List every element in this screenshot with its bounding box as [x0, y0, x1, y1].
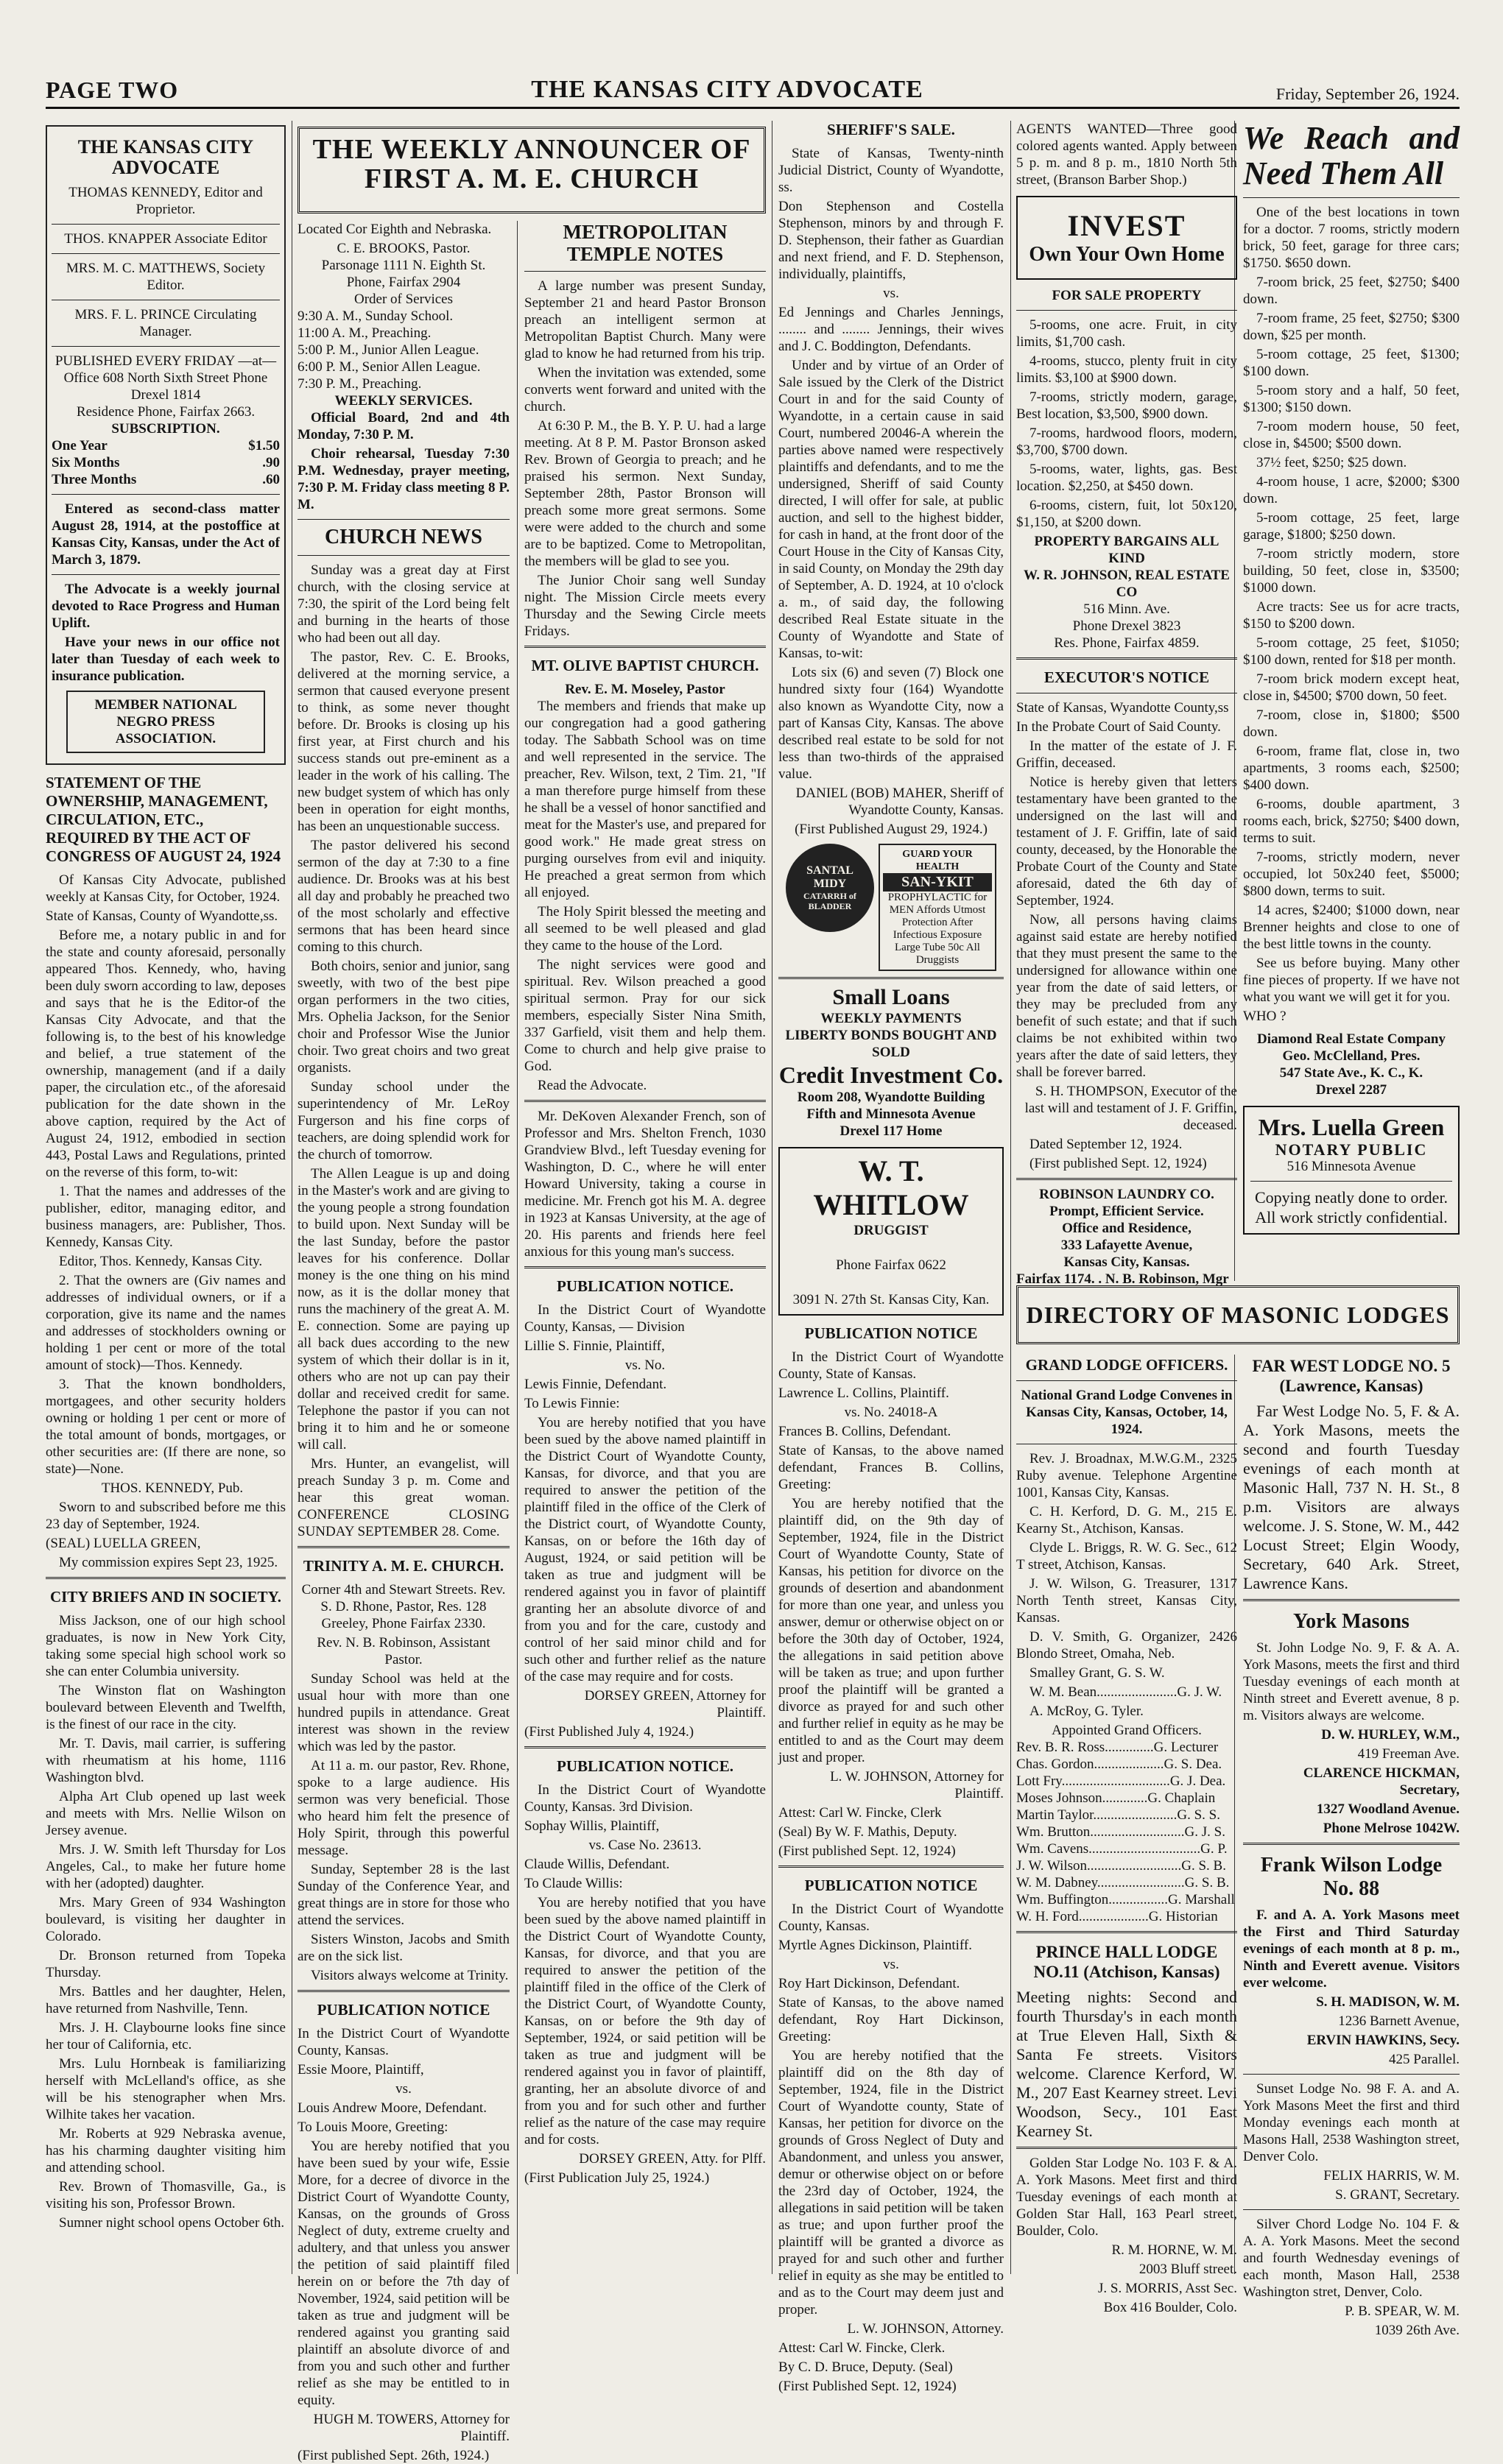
- briefs-heading: CITY BRIEFS AND IN SOCIETY.: [49, 1588, 282, 1606]
- appointed-officer: J. W. Wilson...........................G. S. B.: [1016, 1858, 1226, 1874]
- pub-c4-line: Lawrence L. Collins, Plaintiff.: [778, 1385, 949, 1401]
- appointed-heading: Appointed Grand Officers.: [1052, 1723, 1202, 1738]
- brief-item: Dr. Bronson returned from Topeka Thursday.: [46, 1948, 286, 1980]
- pub-line: You are hereby notified that you have been sued by your wife, Essie More, for a decree of divorce in the District Court of Wyandotte County, Kansas, on the grounds of Gross Neglect of duty, extreme cruelty and adultery, and that unless you answer the petition of said plaintiff filed herein on or before the 7th day of November, 1924, said petition will be taken as true and judgment will be rendered against you granting said plaintiff an absolute divorce of and from you and such other and further relief as she may be entitled to in equity.: [298, 2139, 510, 2408]
- staff-circulation: MRS. F. L. PRINCE Circulating Manager.: [74, 307, 257, 339]
- weekly-item: Official Board, 2nd and 4th Monday, 7:30 P. M.: [298, 410, 510, 442]
- reach-item: 5-room story and a half, 50 feet, $1300; $150 down.: [1243, 383, 1460, 415]
- brief-item: Alpha Art Club opened up last week and meets with Mrs. Nellie Wilson on Jersey avenue.: [46, 1789, 286, 1838]
- church-banner: [298, 127, 766, 213]
- trinity-para: Sunday, September 28 is the last Sunday of the Conference Year, and great things are in store for those who attend the services.: [298, 1862, 510, 1928]
- sunset-body: Sunset Lodge No. 98 F. A. and A. York Masons Meet the first and third Monday evenings each month at Masons Hall, 2538 Washington street, Denver Colo.: [1243, 2081, 1460, 2164]
- notary-label: NOTARY PUBLIC: [1275, 1140, 1428, 1159]
- olive-para: The members and friends that make up our congregation had a good gathering today. The Sabbath School was on time and well represented in the service. The preacher, Rev. Wilson, text, 2 Tim. 21, "If a man therefore purge himself from these he shall be a vessel of honor sanctified and meat for the Master's use, and prepared for good work." He made great stress on purging ourselves from evil and iniquity. He preached a great sermon from which all enjoyed.: [524, 699, 766, 900]
- paper-title: THE KANSAS CITY ADVOCATE: [77, 136, 254, 178]
- fw-officer: 1236 Barnett Avenue,: [1338, 2013, 1460, 2029]
- druggist-phone: Phone Fairfax 0622: [836, 1257, 946, 1273]
- notary-ad: [1243, 1106, 1460, 1235]
- pub-c4-line: In the District Court of Wyandotte County, Kansas.: [778, 1902, 1004, 1934]
- sheriff-para: Lots six (6) and seven (7) Block one hundred sixty four (164) Wyandotte also known as Wyandotte City, now a part of Kansas City, Kansas. The above described real estate to be sold for not less than two-thirds of the appraised value.: [778, 665, 1004, 782]
- olive-para: Read the Advocate.: [538, 1078, 647, 1093]
- trinity-heading: TRINITY A. M. E. CHURCH.: [303, 1557, 504, 1575]
- pub1-line: You are hereby notified that you have been sued by the above named plaintiff in the District Court of Wyandotte County, Kansas, for divorce, and that you are required to answer the petition of the plaintiff filed in the office of the Clerk of the District court, of Wyandotte County, Kansas, on or before the 16th day of August, 1924, or said petition will be taken as true and judgment will be rendered against you in favor of plaintiff granting her an absolute divorce of and from you and for the care, custody and control of her said minor child and for such other and further relief as the nature of the case may require and for costs.: [524, 1415, 766, 1684]
- trinity-para: Sunday School was held at the usual hour with more than one hundred pupils in attendance. Great interest was shown in the review which was led by the pastor.: [298, 1671, 510, 1754]
- church-location: Located Cor Eighth and Nebraska.: [298, 222, 492, 237]
- brief-item: Miss Jackson, one of our high school graduates, is now in New York City, taking some special high school work so she can enter Columbia university.: [46, 1613, 286, 1679]
- stmt-para: My commission expires Sept 23, 1925.: [59, 1555, 278, 1570]
- olive-para: The Holy Spirit blessed the meeting and all seemed to be well pleased and glad they came to the house of the Lord.: [524, 904, 766, 953]
- reach-item: WHO ?: [1243, 1009, 1286, 1024]
- reach-item: 7-room brick modern except heat, close in, $4500; $700 down, 50 feet.: [1243, 671, 1460, 704]
- staff-society: MRS. M. C. MATTHEWS, Society Editor.: [66, 261, 266, 293]
- masonic-col-left: [1016, 1355, 1237, 2315]
- pub-c4-line: Frances B. Collins, Defendant.: [778, 1424, 951, 1439]
- pub1-line: In the District Court of Wyandotte County, Kansas, — Division: [524, 1302, 766, 1335]
- invest-heading: INVEST: [1067, 209, 1186, 242]
- grand-officer: C. H. Kerford, D. G. M., 215 E. Kearny St., Atchison, Kansas.: [1016, 1504, 1237, 1536]
- pub-c4-line: vs. No. 24018-A: [844, 1405, 938, 1420]
- johnson-line: 516 Minn. Ave.: [1083, 601, 1170, 617]
- office-line: Office 608 North Sixth Street Phone Drexel 1814: [63, 370, 268, 403]
- reach-item: 5-room cottage, 25 feet, large garage, $1800; $250 down.: [1243, 510, 1460, 543]
- news-para: The pastor delivered his second sermon of the day at 7:30 to a fine audience. Dr. Brooks was at his best all day and probably he preached two of the most scholarly and effective sermons that has been heard since coming to this church.: [298, 838, 510, 955]
- york-officer: 419 Freeman Ave.: [1357, 1746, 1460, 1762]
- brief-item: Rev. Brown of Thomasville, Ga., is visiting his son, Professor Brown.: [46, 2179, 286, 2211]
- exec-para: Notice is hereby given that letters testamentary have been granted to the undersigned on the last will and testament of J. F. Griffin, late of said county, deceased, by the Honorable the Probate Court of the County and State aforesaid, dated the 6th day of September, 1924.: [1016, 774, 1237, 908]
- laundry-line: Kansas City, Kansas.: [1063, 1254, 1190, 1270]
- pub-line: HUGH M. TOWERS, Attorney for Plaintiff.: [313, 2412, 510, 2444]
- pub-c4-line: You are hereby notified that the plaintiff did, on the 9th day of September, 1924, file in the District Court of Wyandotte County, State of Kansas, his petition for divorce on the grounds of desertion and abandonment for more than one year, and unless you answer, demur or otherwise object on or before the 30th day of October, 1924, the allegations in said petition above will be taken as true; and upon further proof the plaintiff will be granted a divorce as prayed for and such other and further relief in equity as he may be entitled to and as the Court may deem just and proper.: [778, 1496, 1004, 1765]
- news-para: Both choirs, senior and junior, sang sweetly, with two of the best pipe organ performers in the two cities, Mrs. Ophelia Jackson, for the Senior choir and Professor Wise the Junior choir. Two great choirs and two great organists.: [298, 959, 510, 1076]
- order-item: 9:30 A. M., Sunday School.: [298, 308, 454, 324]
- pub1-line: Lillie S. Finnie, Plaintiff,: [524, 1338, 665, 1354]
- column-4: [778, 121, 1004, 2394]
- grand-officer: Smalley Grant, G. S. W.: [1029, 1665, 1165, 1681]
- fsp-item: 6-rooms, cistern, fuit, lot 50x120, $1,150, at $200 down.: [1016, 498, 1237, 530]
- druggist-ad: [778, 1147, 1004, 1316]
- pastor-line: C. E. BROOKS, Pastor.: [337, 241, 471, 256]
- santal-seal: SANTAL MIDY CATARRH of BLADDER: [786, 844, 874, 932]
- pub-c4-line: State of Kansas, to the above named defendant, Roy Hart Dickinson, Greeting:: [778, 1995, 1004, 2044]
- staff-editor: THOMAS KENNEDY, Editor and Proprietor.: [68, 185, 263, 217]
- appointed-officer: Wm. Cavens................................G. P.: [1016, 1841, 1228, 1857]
- stmt-para: Sworn to and subscribed before me this 23 day of September, 1924.: [46, 1500, 286, 1532]
- stmt-para: 3. That the known bondholders, mortgagees, and other security holders owning or holding 1 per cent or more of the total amount of bonds, mortgages, or other securities are: (If there are none, so state)—None.: [46, 1377, 286, 1477]
- sub-row: One Year $1.50: [52, 438, 280, 453]
- order-heading: Order of Services: [353, 292, 453, 307]
- pub-c4-line: (Seal) By W. F. Mathis, Deputy.: [778, 1824, 957, 1840]
- metro-para: A large number was present Sunday, September 21 and heard Pastor Bronson preach an intelligent sermon at Metropolitan Baptist Church. Many were glad to know he had returned from his trip.: [524, 278, 766, 361]
- exec-para: Now, all persons having claims against said estate are hereby notified that they must present the same to the undersigned for allowance within one year from the date of said letters, or they may be precluded from any benefit of such estate; and that if such claims be not exhibited within two years after the date of said letters, they shall be forever barred.: [1016, 912, 1237, 1080]
- druggist-addr: 3091 N. 27th St. Kansas City, Kan.: [792, 1292, 990, 1307]
- pub1-line: To Lewis Finnie:: [524, 1396, 620, 1411]
- reach-item: 14 acres, $2400; $1000 down, near Brenner heights and close to one of the best little towns in the county.: [1243, 903, 1460, 952]
- sheriff-para: State of Kansas, Twenty-ninth Judicial District, County of Wyandotte, ss.: [778, 146, 1004, 195]
- pub-c4-line: State of Kansas, to the above named defendant, Frances B. Collins, Greeting:: [778, 1443, 1004, 1492]
- reach-item: 37½ feet, $250; $25 down.: [1256, 455, 1407, 470]
- pub2-heading: PUBLICATION NOTICE.: [557, 1757, 733, 1775]
- masthead: [46, 77, 1460, 109]
- pub2-line: To Claude Willis:: [524, 1876, 623, 1891]
- weekly-heading: WEEKLY SERVICES.: [334, 393, 473, 409]
- sanykit-ad: GUARD YOUR HEALTH SAN-YKIT PROPHYLACTIC for MEN Affords Utmost Protection After Infectious Exposure Large Tube 50c All Druggists: [879, 844, 996, 971]
- exec-para: In the matter of the estate of J. F. Griffin, deceased.: [1016, 738, 1237, 771]
- york-officer: 1327 Woodland Avenue.: [1316, 1801, 1460, 1817]
- prince-body: Meeting nights: Second and fourth Thursday's in each month at True Eleven Hall, Sixth & Santa Fe streets. Visitors welcome. Clarence Kerford, W. M., 207 East Kearney street. Levi Woodson, Secy., 101 East Kearney St.: [1016, 1988, 1237, 2140]
- reach-item: 5-room cottage, 25 feet, $1050; $100 down, rented for $18 per month.: [1243, 635, 1460, 668]
- column-1: [46, 121, 286, 2274]
- brief-item: Mr. Roberts at 929 Nebraska avenue, has his charming daughter visiting him and attending school.: [46, 2126, 286, 2175]
- loans-heading: Small Loans: [832, 985, 950, 1009]
- appointed-officer: Wm. Buffington.................G. Marshall: [1016, 1892, 1235, 1907]
- subscription-heading: SUBSCRIPTION.: [111, 421, 220, 437]
- news-para: Sunday school under the superintendency of Mr. LeRoy Furgerson and his fine corps of teachers, are doing splendid work for the church of tomorrow.: [298, 1079, 510, 1162]
- appointed-officer: Moses Johnson.............G. Chaplain: [1016, 1790, 1216, 1806]
- fsp-item: 5-rooms, one acre. Fruit, in city limits, $1,700 cash.: [1016, 317, 1237, 350]
- reach-item: 6-room, frame flat, close in, two apartments, 3 rooms each, $2500; $400 down.: [1243, 744, 1460, 793]
- pub-c4-line: Attest: Carl W. Fincke, Clerk: [778, 1805, 942, 1821]
- paper-name: THE KANSAS CITY ADVOCATE: [531, 76, 923, 103]
- york-heading: York Masons: [1293, 1610, 1409, 1633]
- exec-para: S. H. THOMPSON, Executor of the last will and testament of J. F. Griffin, deceased.: [1024, 1084, 1237, 1133]
- fw-heading: Frank Wilson Lodge No. 88: [1260, 1854, 1443, 1900]
- trinity-info: Corner 4th and Stewart Streets. Rev. S. D. Rhone, Pastor, Res. 128 Greeley, Phone Fairfax 2330.: [301, 1582, 506, 1631]
- laundry-line: Prompt, Efficient Service.: [1049, 1204, 1204, 1219]
- pub-c4-line: (First Published Sept. 12, 1924): [778, 2379, 957, 2394]
- fw-officer: 425 Parallel.: [1388, 2052, 1460, 2067]
- residence-line: Residence Phone, Fairfax 2663.: [76, 404, 256, 420]
- appointed-officer: Lott Fry...............................G. J. Dea.: [1016, 1773, 1226, 1789]
- sunset-officer: FELIX HARRIS, W. M.: [1323, 2168, 1460, 2184]
- grand-officer: Clyde L. Briggs, R. W. G. Sec., 612 T street, Atchison, Kansas.: [1016, 1540, 1237, 1572]
- news-para: The pastor, Rev. C. E. Brooks, delivered at the morning service, a sermon that caused everyone present to think, as some never thought before. Dr. Brooks is closing up his first year, at First church and his success stands out pre-eminent as a leader in the work of his calling. The new budget system of which has only been in operation for eight months, has been an unquestionable success.: [298, 649, 510, 834]
- stmt-para: Of Kansas City Advocate, published weekly at Kansas City, for October, 1924.: [46, 872, 286, 905]
- order-item: 6:00 P. M., Senior Allen League.: [298, 359, 481, 375]
- exec-para: (First published Sept. 12, 1924): [1029, 1156, 1207, 1171]
- druggist-label: DRUGGIST: [853, 1223, 929, 1238]
- stmt-para: Editor, Thos. Kennedy, Kansas City.: [59, 1254, 263, 1269]
- laundry-line: 333 Lafayette Avenue,: [1060, 1238, 1193, 1253]
- member-box: MEMBER NATIONAL NEGRO PRESS ASSOCIATION.: [66, 691, 265, 753]
- credit-heading: Credit Investment Co.: [778, 1062, 1004, 1088]
- credit-line: Room 208, Wyandotte Building: [797, 1090, 985, 1105]
- pub-c4-line: Roy Hart Dickinson, Defendant.: [778, 1976, 960, 1991]
- sheriff-para: (First Published August 29, 1924.): [795, 822, 988, 837]
- reach-item: 7-room strictly modern, store building, 50 feet, close in, $3500; $1000 down.: [1243, 546, 1460, 596]
- golden-officer: J. S. MORRIS, Asst Sec.: [1098, 2281, 1237, 2296]
- sheriff-para: DANIEL (BOB) MAHER, Sheriff of Wyandotte County, Kansas.: [795, 786, 1004, 818]
- reach-item: 7-rooms, strictly modern, never occupied, lot 50x240 feet, $5000; $800 down, terms to suit.: [1243, 850, 1460, 899]
- statement-heading: STATEMENT OF THE OWNERSHIP, MANAGEMENT, CIRCULATION, ETC., REQUIRED BY THE ACT OF CONGRESS OF AUGUST 24, 1924: [46, 774, 281, 865]
- johnson-line: Res. Phone, Fairfax 4859.: [1054, 635, 1200, 651]
- brief-item: The Winston flat on Washington boulevard between Eleventh and Twelfth, is the finest of our race in the city.: [46, 1683, 286, 1732]
- invest-ad: [1016, 196, 1237, 280]
- sheriff-para: Ed Jennings and Charles Jennings, ........ and ........ Jennings, their wives and J. C. Boddington, Defendants.: [778, 305, 1004, 354]
- staff-associate: THOS. KNAPPER Associate Editor: [64, 231, 267, 247]
- reach-item: 5-room cottage, 25 feet, $1300; $100 down.: [1243, 347, 1460, 379]
- appointed-officer: W. H. Ford....................G. Historian: [1016, 1909, 1218, 1924]
- grand-note: National Grand Lodge Convenes in Kansas City, Kansas, October, 14, 1924.: [1021, 1388, 1233, 1437]
- brief-item: Sumner night school opens October 6th.: [59, 2215, 285, 2231]
- stmt-para: State of Kansas, County of Wyandotte,ss.: [46, 908, 278, 924]
- appointed-officer: W. M. Dabney.........................G. S. B.: [1016, 1875, 1230, 1891]
- fsp-heading: FOR SALE PROPERTY: [1052, 288, 1202, 303]
- french-para: Mr. DeKoven Alexander French, son of Professor and Mrs. Shelton French, 1030 Grandview Blvd., left Tuesday evening for Washington, D. C., where he will enter Howard University, taking a course in medicine. Mr. French got his M. A. degree in 1923 at Kansas University, at the age of 20. His parents and friends here feel anxious for this young man's success.: [524, 1109, 766, 1260]
- farwest-body: Far West Lodge No. 5, F. & A. A. York Masons, meets the second and fourth Tuesday evenings of each month at Masonic Hall, 737 N. H. St., 8 p.m. Visitors are always welcome. J. S. Stone, W. M., 442 Locust Street; Elgin Woody, Secretary, 640 Ark. Street, Lawrence Kans.: [1243, 1402, 1460, 1592]
- pub1-line: vs. No.: [624, 1358, 666, 1373]
- masonic-col-right: [1237, 1355, 1460, 2338]
- pub1-line: Lewis Finnie, Defendant.: [524, 1377, 667, 1392]
- sheriff-heading: SHERIFF'S SALE.: [827, 121, 955, 138]
- stmt-para: Before me, a notary public in and for the state and county aforesaid, personally appeared Thos. Kennedy, who, having been duly sworn according to law, deposes and says that he is the Editor-of the Kansas City Advocate, and that the following is, to the best of his knowledge and belief, a true statement of the ownership, management (and if a daily paper, the circulation etc., of the aforesaid publication for the date shown in the above caption, required by the Act of August 24, 1912, embodied in section 443, Postal Laws and Regulations, printed on the reverse of this form, to-wit:: [46, 928, 286, 1180]
- reach-heading: We Reach and Need Them All: [1243, 120, 1460, 191]
- news-para: Sunday was a great day at First church, with the closing service at 7:30, the spirit of the Lord being felt and burning in the hearts of those who had been out all day.: [298, 562, 510, 646]
- notary-addr: 516 Minnesota Avenue: [1286, 1159, 1416, 1174]
- pub1-line: (First Published July 4, 1924.): [524, 1724, 694, 1740]
- appointed-officer: Wm. Brutton...........................G. J. S.: [1016, 1824, 1225, 1840]
- brief-item: Mr. T. Davis, mail carrier, is suffering with rheumatism at his home, 1116 Washington blvd.: [46, 1736, 286, 1785]
- pub-line: To Louis Moore, Greeting:: [298, 2119, 448, 2135]
- pub2-line: DORSEY GREEN, Atty. for Plff.: [579, 2151, 766, 2167]
- trinity-info: Rev. N. B. Robinson, Assistant Pastor.: [317, 1635, 490, 1667]
- pub-c4-line: By C. D. Bruce, Deputy. (Seal): [778, 2359, 953, 2375]
- reach-item: 7-room, close in, $1800; $500 down.: [1243, 707, 1460, 740]
- notary-name: Mrs. Luella Green: [1258, 1114, 1445, 1140]
- grand-officer: J. W. Wilson, G. Treasurer, 1317 North Tenth street, Kansas City, Kansas.: [1016, 1576, 1237, 1625]
- silver-body: Silver Chord Lodge No. 104 F. & A. A. York Masons. Meet the second and fourth Wednesday evenings of each month, Mason Hall, 2538 Washington stret, Denver, Colo.: [1243, 2217, 1460, 2300]
- grand-officer: D. V. Smith, G. Organizer, 2426 Blondo Street, Omaha, Neb.: [1016, 1629, 1237, 1662]
- notary-body: Copying neatly done to order. All work strictly confidential.: [1254, 1188, 1449, 1226]
- diamond-line: Drexel 2287: [1315, 1082, 1387, 1098]
- reach-item: See us before buying. Many other fine pieces of property. If we have not what you want we will get it for you.: [1243, 956, 1460, 1005]
- fw-officer: S. H. MADISON, W. M.: [1316, 1994, 1460, 2010]
- appointed-officer: Rev. B. R. Ross..............G. Lecturer: [1016, 1740, 1219, 1755]
- column-6: [1237, 121, 1460, 1278]
- york-officer: CLARENCE HICKMAN, Secretary,: [1303, 1765, 1460, 1798]
- laundry-line: Office and Residence,: [1062, 1221, 1192, 1236]
- laundry-heading: ROBINSON LAUNDRY CO.: [1039, 1187, 1214, 1202]
- pub-c4-line: (First published Sept. 12, 1924): [778, 1843, 956, 1859]
- trinity-para: At 11 a. m. our pastor, Rev. Rhone, spoke to a large audience. His sermon was very beneficial. Those who heard him felt the presence of Holy Spirit, through this powerful message.: [298, 1758, 510, 1858]
- weekly-item: Choir rehearsal, Tuesday 7:30 P.M. Wednesday, prayer meeting, 7:30 P. M. Friday class meeting 8 P. M.: [298, 446, 510, 512]
- masonic-heading: DIRECTORY OF MASONIC LODGES: [1016, 1285, 1460, 1344]
- published-line: PUBLISHED EVERY FRIDAY —at—: [54, 353, 277, 369]
- metro-para: The Junior Choir sang well Sunday night. The Mission Circle meets every Thursday and the Sewing Circle meets Fridays.: [524, 573, 766, 639]
- golden-body: Golden Star Lodge No. 103 F. & A. A. York Masons. Meet first and third Tuesday evenings of each month at Golden Star Hall, 163 Pearl street, Boulder, Colo.: [1016, 2156, 1237, 2239]
- silver-officer: P. B. SPEAR, W. M.: [1345, 2304, 1460, 2319]
- sheriff-para: Don Stephenson and Costella Stephenson, minors by and through F. D. Stephenson, their father as Guardian and next friend, and F. D. Stephenson, individually, plaintiffs,: [778, 199, 1004, 282]
- stmt-para: THOS. KENNEDY, Pub.: [101, 1480, 244, 1496]
- reach-item: Acre tracts: See us for acre tracts, $150 to $200 down.: [1243, 599, 1460, 632]
- brief-item: Mrs. Battles and her daughter, Helen, have returned from Nashville, Tenn.: [46, 1984, 286, 2016]
- exec-para: In the Probate Court of Said County.: [1016, 719, 1221, 735]
- pub-line: Essie Moore, Plaintiff,: [298, 2062, 424, 2078]
- fw-body: F. and A. A. York Masons meet the First and Third Saturday evenings of each month at 8 p. m., Ninth and Everett avenue. Visitors ever welcome.: [1243, 1907, 1460, 1991]
- golden-officer: R. M. HORNE, W. M.: [1111, 2242, 1237, 2258]
- sub-row: Three Months .60: [52, 472, 280, 487]
- exec-para: State of Kansas, Wyandotte County,ss: [1016, 700, 1229, 716]
- olive-pastor: Rev. E. M. Moseley, Pastor: [565, 682, 725, 697]
- johnson-line: W. R. JOHNSON, REAL ESTATE CO: [1024, 568, 1230, 600]
- sheriff-para: Under and by virtue of an Order of Sale issued by the Clerk of the District Court in and for the said County of Wyandotte, in a certain cause in said Court, numbered 20046-A wherein the parties above named were respectively plaintiffs and defendants, and to me the undersigned, Sheriff of said County directed, I will offer for sale, at public auction, and sell to the highest bidder, for cash in hand, at the front door of the Court House in the City of Kansas City, in said County, on Monday the 29th day of September, A. D. 1924, at 10 o'clock a. m., of said day, the following described Real Estate situate in the County of Wyandotte and State of Kansas, to-wit:: [778, 358, 1004, 661]
- pub2-line: Claude Willis, Defendant.: [524, 1857, 670, 1872]
- reach-item: 7-room frame, 25 feet, $2750; $300 down, $25 per month.: [1243, 311, 1460, 343]
- stmt-para: 2. That the owners are (Giv names and addresses of individual owners, or if a corporation, give its name and the names and addresses of stockholders owning or holding 1 per cent or more of the total amount of stock)—Thos. Kennedy.: [46, 1273, 286, 1373]
- pub2-line: You are hereby notified that you have been sued by the above named plaintiff in the District Court of Wyandotte County, Kansas, for divorce, and that you are required to answer the petition of the plaintiff filed in the office of the Clerk of the District Court, of Wyandotte County, Kansas, on or before the 9th day of September, 1924, or said petition will be taken as true and judgment will be rendered against you in favor of plaintiff, granting, her an absolute divorce of and from you and for such other and further relief as the nature of the case may require and for costs.: [524, 1895, 766, 2147]
- diamond-line: 547 State Ave., K. C., K.: [1279, 1065, 1423, 1081]
- metro-para: When the invitation was extended, some converts went forward and united with the church.: [524, 365, 766, 414]
- issue-date: Friday, September 26, 1924.: [1275, 85, 1460, 103]
- reach-item: 6-rooms, double apartment, 3 rooms each, brick, $2750; $400 down, terms to suit.: [1243, 797, 1460, 846]
- order-item: 7:30 P. M., Preaching.: [298, 376, 422, 392]
- pub-c4-2-heading: PUBLICATION NOTICE: [804, 1877, 978, 1894]
- pub-notice-heading: PUBLICATION NOTICE: [317, 2001, 490, 2019]
- prince-heading: PRINCE HALL LODGE NO.11 (Atchison, Kansas): [1033, 1943, 1220, 1981]
- olive-heading: MT. OLIVE BAPTIST CHURCH.: [531, 657, 759, 674]
- sheriff-para: vs.: [883, 286, 899, 301]
- brief-item: Mrs. Mary Green of 934 Washington boulevard, is visiting her daughter in Colorado.: [46, 1895, 286, 1944]
- bargains-heading: PROPERTY BARGAINS ALL KIND: [1034, 534, 1219, 566]
- reach-item: 7-room brick, 25 feet, $2750; $400 down.: [1243, 275, 1460, 307]
- banner-title: THE WEEKLY ANNOUNCER OF FIRST A. M. E. CHURCH: [312, 134, 751, 194]
- credit-line: Drexel 117 Home: [840, 1123, 943, 1139]
- pub-c4-line: In the District Court of Wyandotte County, State of Kansas.: [778, 1349, 1004, 1382]
- pub2-line: In the District Court of Wyandotte County, Kansas. 3rd Division.: [524, 1782, 766, 1815]
- grand-officer: Rev. J. Broadnax, M.W.G.M., 2325 Ruby avenue. Telephone Argentine 1001, Kansas City, Kansas.: [1016, 1451, 1237, 1500]
- druggist-name: W. T. WHITLOW: [813, 1154, 969, 1221]
- fsp-item: 7-rooms, strictly modern, garage, Best location, $3,500, $900 down.: [1016, 389, 1237, 422]
- grand-heading: GRAND LODGE OFFICERS.: [1025, 1356, 1228, 1374]
- loans-line: WEEKLY PAYMENTS: [820, 1011, 962, 1026]
- olive-para: The night services were good and spiritual. Rev. Wilson preached a good spiritual sermon. Pray for our sick members, especially Sister Nina Smith, 337 Garfield, visit them and help them. Come to church and help give praise to God.: [524, 957, 766, 1074]
- column-rule: [1010, 121, 1011, 2274]
- loans-line: LIBERTY BONDS BOUGHT AND SOLD: [785, 1028, 997, 1060]
- page-number: PAGE TWO: [46, 77, 179, 103]
- brief-item: Mrs. J. W. Smith left Thursday for Los Angeles, Cal., to make her future home with her (adopted) daughter.: [46, 1842, 286, 1891]
- column-3: [524, 221, 766, 2274]
- pub-line: In the District Court of Wyandotte County, Kansas.: [298, 2026, 510, 2058]
- pub-c4-1-heading: PUBLICATION NOTICE: [804, 1324, 978, 1342]
- pub-line: Louis Andrew Moore, Defendant.: [298, 2100, 487, 2116]
- trinity-para: Visitors always welcome at Trinity.: [311, 1968, 509, 1983]
- order-item: 11:00 A. M., Preaching.: [298, 325, 432, 341]
- sub-row: Six Months .90: [52, 455, 280, 470]
- grand-officer: A. McRoy, G. Tyler.: [1029, 1704, 1144, 1719]
- column-5: [1016, 121, 1237, 1287]
- pastor-line: Parsonage 1111 N. Eighth St.: [321, 258, 486, 273]
- column-2: [298, 221, 510, 2463]
- york-officer: Phone Melrose 1042W.: [1323, 1821, 1460, 1836]
- pub-c4-line: L. W. JOHNSON, Attorney.: [847, 2321, 1004, 2337]
- pub-c4-line: Attest: Carl W. Fincke, Clerk.: [778, 2340, 946, 2356]
- invest-sub: Own Your Own Home: [1029, 243, 1225, 266]
- fsp-item: 4-rooms, stucco, plenty fruit in city limits. $3,100 at $900 down.: [1016, 353, 1237, 386]
- johnson-line: Phone Drexel 3823: [1072, 618, 1181, 634]
- farwest-heading: FAR WEST LODGE NO. 5 (Lawrence, Kansas): [1252, 1357, 1451, 1395]
- york-officer: D. W. HURLEY, W.M.,: [1321, 1727, 1460, 1743]
- news-para: Mrs. Hunter, an evangelist, will preach Sunday 3 p. m. Come and hear this great woman. CONFERENCE CLOSING SUNDAY SEPTEMBER 28. Come.: [298, 1456, 510, 1539]
- exec-para: Dated September 12, 1924.: [1029, 1137, 1183, 1152]
- pub-c4-line: vs.: [883, 1957, 899, 1972]
- stmt-para: 1. That the names and addresses of the publisher, editor, managing editor, and business managers, are: Publisher, Thos. Kennedy, Kansas City.: [46, 1184, 286, 1250]
- fsp-item: 5-rooms, water, lights, gas. Best location. $2,250, at $450 down.: [1016, 462, 1237, 494]
- order-item: 5:00 P. M., Junior Allen League.: [298, 342, 479, 358]
- pub1-heading: PUBLICATION NOTICE.: [557, 1277, 733, 1295]
- reach-item: 7-room modern house, 50 feet, close in, $4500; $500 down.: [1243, 419, 1460, 451]
- news-para: The Allen League is up and doing in the Master's work and are giving to the young people a strong foundation to build upon. Next Sunday will be the last Sunday, before the pastor leaves for his conference. Dollar money is the one thing on his mind now, as it is the dollar money that runs the machinery of the great A. M. E. connection. Some are paying up all back dues according to the new system of which their dollar is in it, others who are not up can pay their dollar and received credit for same. Telephone the pastor if you can not bring it to him and he or someone will call.: [298, 1166, 510, 1452]
- trinity-para: Sisters Winston, Jacobs and Smith are on the sick list.: [298, 1932, 510, 1964]
- pub-line: (First published Sept. 26th, 1924.): [298, 2448, 490, 2463]
- laundry-foot: Fairfax 1174. . N. B. Robinson, Mgr: [1016, 1271, 1229, 1287]
- church-news-heading: CHURCH NEWS: [325, 526, 482, 548]
- diamond-line: Geo. McClelland, Pres.: [1282, 1048, 1421, 1064]
- appointed-officer: Martin Taylor........................G. S. S.: [1016, 1807, 1220, 1823]
- appointed-officer: Chas. Gordon....................G. S. Dea.: [1016, 1757, 1222, 1772]
- pub2-line: Sophay Willis, Plaintiff,: [524, 1818, 660, 1834]
- stmt-para: (SEAL) LUELLA GREEN,: [46, 1536, 201, 1551]
- reach-item: 4-room house, 1 acre, $2000; $300 down.: [1243, 474, 1460, 506]
- fw-officer: ERVIN HAWKINS, Secy.: [1306, 2033, 1460, 2048]
- metro-heading: METROPOLITAN TEMPLE NOTES: [563, 221, 728, 265]
- fsp-item: 7-rooms, hardwood floors, modern, $3,700, $700 down.: [1016, 426, 1237, 458]
- editorial-box: [46, 125, 286, 765]
- devoted-notice: The Advocate is a weekly journal devoted to Race Progress and Human Uplift.: [52, 582, 280, 631]
- news-notice: Have your news in our office not later than Tuesday of each week to insurance publication.: [52, 635, 280, 684]
- pub-line: vs.: [395, 2081, 412, 2097]
- brief-item: Mrs. Lulu Hornbeak is familiarizing herself with McLelland's office, as she will be his stenographer when Mrs. Wilhite takes her vacation.: [46, 2056, 286, 2122]
- pub-c4-line: You are hereby notified that the plaintiff did on the 8th day of September, 1924, file in the District Court of Wyandotte county, State of Kansas, her petition for divorce on the grounds of Gross Neglect of Duty and Abandonment, and unless you answer, demur or otherwise object on or before the 23rd day of October, 1924, the allegations in said petition will be taken as true; and upon further proof the plaintiff will be granted a divorce as prayed for and such other and further relief in equity as she may be entitled to and as to the Court may deem just and proper.: [778, 2048, 1004, 2317]
- exec-heading: EXECUTOR'S NOTICE: [1043, 668, 1210, 686]
- pastor-line: Phone, Fairfax 2904: [346, 275, 461, 290]
- grand-officer: W. M. Bean.......................G. J. W.: [1029, 1684, 1222, 1700]
- agents-wanted: AGENTS WANTED—Three good colored agents wanted. Apply between 5 p. m. and 8 p. m., 1810 North 5th street, (Branson Barber Shop.): [1016, 121, 1237, 188]
- pub-c4-line: L. W. JOHNSON, Attorney for Plaintiff.: [830, 1769, 1004, 1801]
- pub2-line: vs. Case No. 23613.: [588, 1838, 702, 1853]
- golden-officer: Box 416 Boulder, Colo.: [1103, 2300, 1237, 2315]
- york-body: St. John Lodge No. 9, F. & A. A. York Masons, meets the first and third Tuesday evenings of each month at Ninth street and Everett avenue, 8 p. m. Visitors always are welcome.: [1243, 1640, 1460, 1723]
- silver-officer: 1039 26th Ave.: [1374, 2323, 1460, 2338]
- medicine-ads: [778, 844, 1004, 971]
- credit-line: Fifth and Minnesota Avenue: [806, 1106, 976, 1122]
- reach-item: One of the best locations in town for a doctor. 7 rooms, strictly modern brick, 50 feet, garage for three cars; $1750. $650 down.: [1243, 205, 1460, 271]
- brief-item: Mrs. J. H. Claybourne looks fine since her tour of California, etc.: [46, 2020, 286, 2052]
- golden-officer: 2003 Bluff street.: [1138, 2262, 1237, 2277]
- entered-notice: Entered as second-class matter August 28, 1914, at the postoffice at Kansas City, Kansas, under the Act of March 3, 1879.: [52, 501, 280, 568]
- pub-c4-line: Myrtle Agnes Dickinson, Plaintiff.: [778, 1938, 972, 1953]
- pub2-line: (First Publication July 25, 1924.): [524, 2170, 710, 2186]
- pub1-line: DORSEY GREEN, Attorney for Plaintiff.: [584, 1688, 766, 1720]
- diamond-line: Diamond Real Estate Company: [1257, 1031, 1446, 1047]
- sunset-officer: S. GRANT, Secretary.: [1335, 2187, 1460, 2203]
- metro-para: At 6:30 P. M., the B. Y. P. U. had a large meeting. At 8 P. M. Pastor Bronson asked Rev. Brown of Georgia to preach; and he praised his sermon. Next Sunday, September 28th, Pastor Bronson will preach some more great sermons. Some were were added to the church and some are to be baptized. Come to Metropolitan, the members will be glad to see you.: [524, 418, 766, 569]
- column-rule: [517, 221, 518, 2274]
